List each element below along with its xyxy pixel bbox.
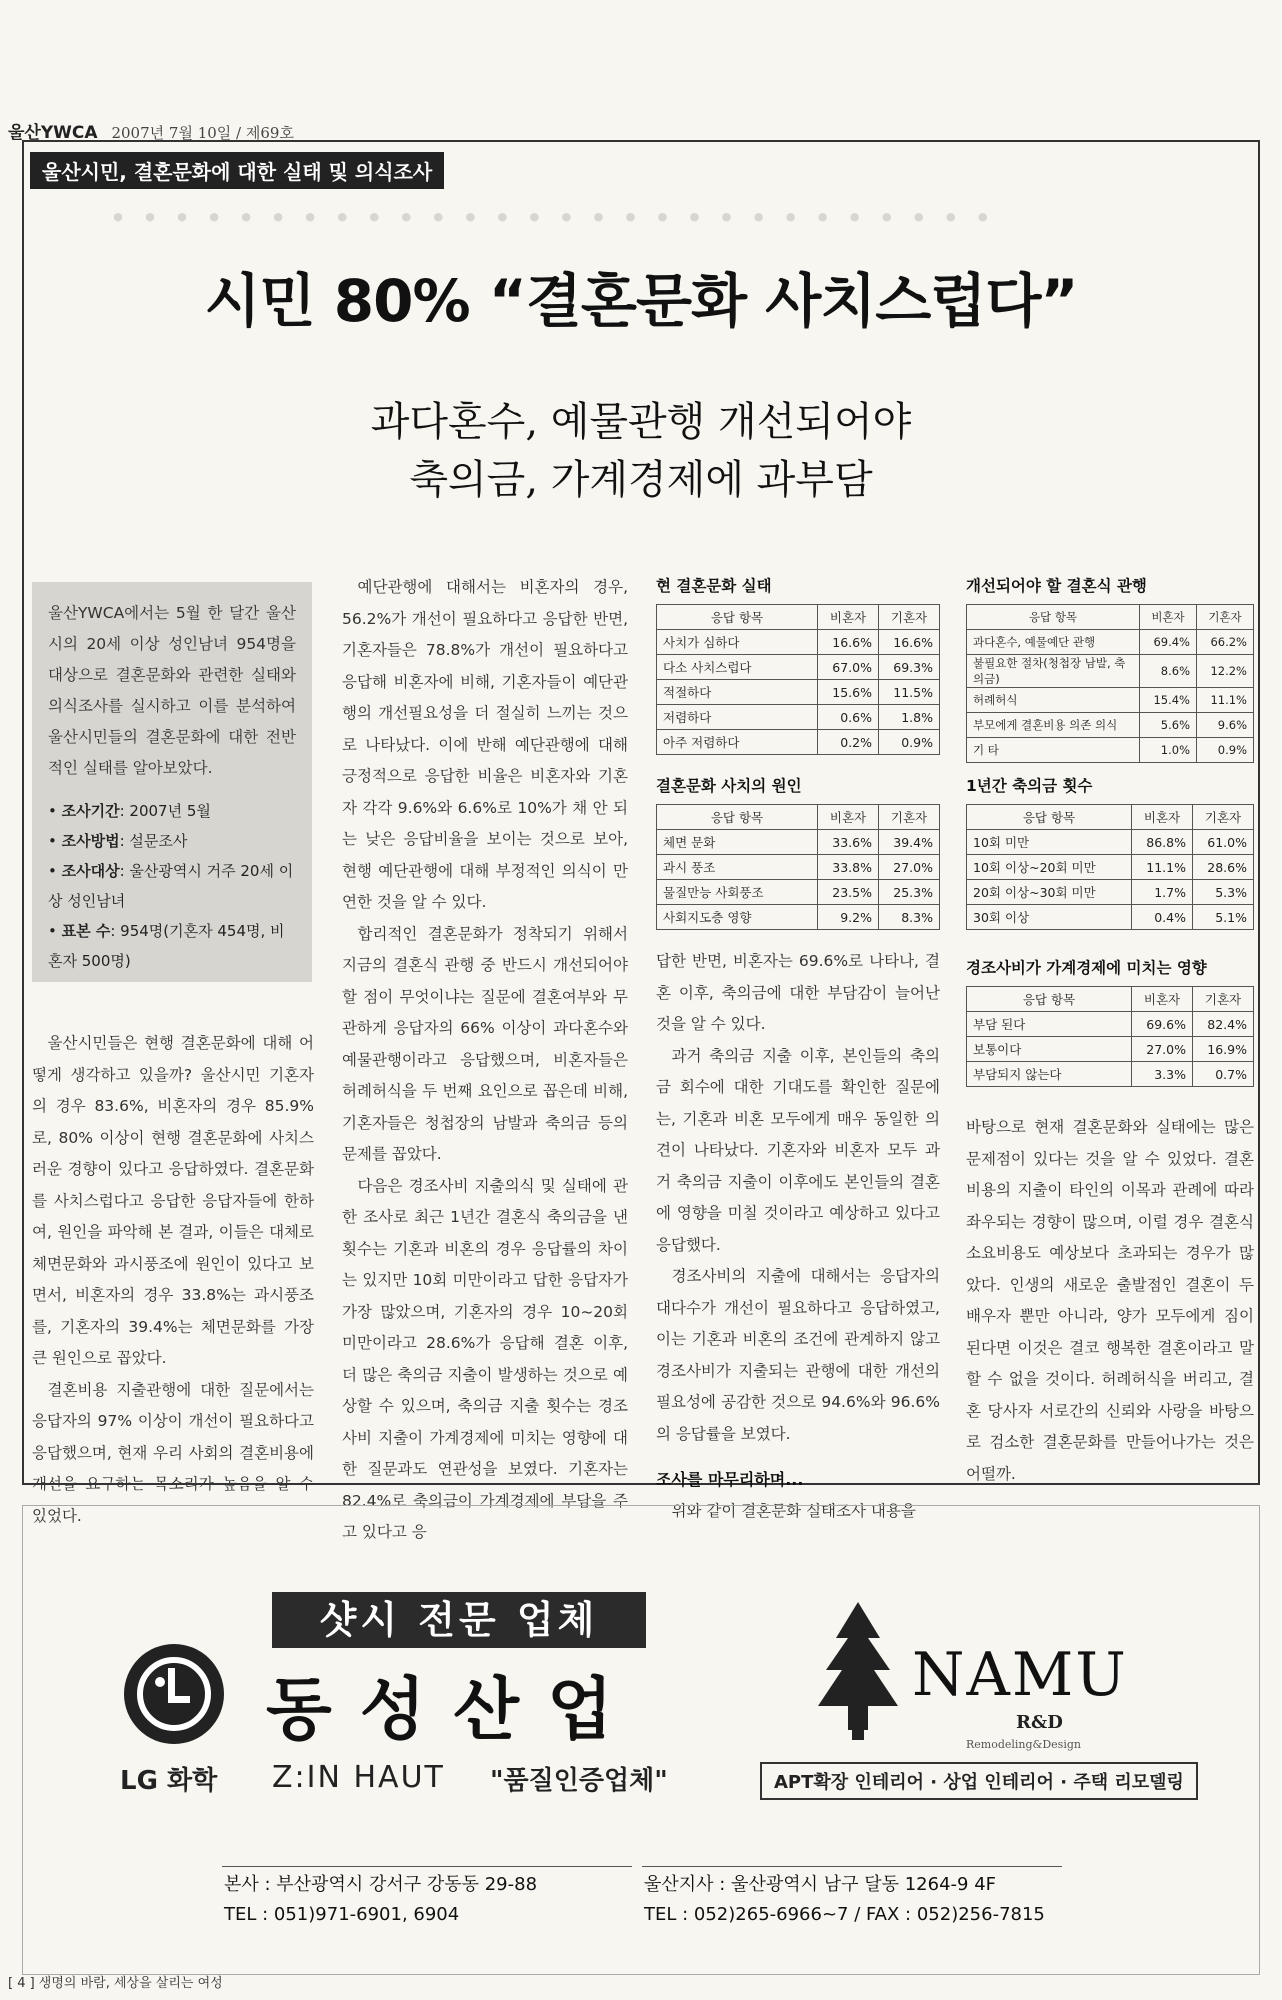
data-table: 응답 항목 비혼자 기혼자 부담 된다 69.6% 82.4% 보통이다 27.0% 16.9% 부담되지 않는다 3.3% 0.7% bbox=[966, 986, 1254, 1087]
article-column-1 bbox=[32, 1028, 314, 1532]
survey-fact: • 표본 수: 954명(기혼자 454명, 비혼자 500명) bbox=[48, 922, 285, 970]
data-table: 응답 항목 비혼자 기혼자 사치가 심하다 16.6% 16.6% 다소 사치스럽다 67.0% 69.3% 적절하다 15.6% 11.5% 저렴하다 0.6% 1.8% 아주 저렴하다 0.2% 0.9% bbox=[656, 604, 940, 755]
table-row: 다소 사치스럽다 67.0% 69.3% bbox=[657, 655, 940, 680]
table-block-practices-to-improve bbox=[966, 574, 1254, 763]
table-row: 부모에게 결혼비용 의존 의식 5.6% 9.6% bbox=[967, 713, 1254, 738]
masthead-issue: 2007년 7월 10일 / 제69호 bbox=[111, 124, 294, 142]
table-block-household-impact bbox=[966, 956, 1254, 1087]
namu-logo-text: NAMU bbox=[912, 1640, 1128, 1710]
paragraph: 답한 반면, 비혼자는 69.6%로 나타나, 결혼 이후, 축의금에 대한 부담감이 늘어난 것을 알 수 있다. bbox=[656, 952, 940, 1033]
article-column-3 bbox=[656, 946, 940, 1527]
page-footer: [ 4 ] 생명의 바람, 세상을 살리는 여성 bbox=[8, 1976, 223, 1991]
closing-heading: 조사를 마무리하며... bbox=[656, 1470, 804, 1489]
table-row: 불필요한 절차(청첩장 남발, 축의금) 8.6% 12.2% bbox=[967, 655, 1254, 688]
table-row: 사회지도층 영향 9.2% 8.3% bbox=[657, 905, 940, 930]
namu-rd-text: R&D bbox=[1016, 1712, 1063, 1733]
data-table: 응답 항목 비혼자 기혼자 체면 문화 33.6% 39.4% 과시 풍조 33.8% 27.0% 물질만능 사회풍조 23.5% 25.3% 사회지도층 영향 9.2% 8.3% bbox=[656, 804, 940, 930]
ad-banner: 샷시 전문 업체 bbox=[272, 1592, 646, 1648]
paragraph: 다음은 경조사비 지출의식 및 실태에 관한 조사로 최근 1년간 결혼식 축의금을 낸 횟수는 기혼과 비혼의 경우 응답률의 차이는 있지만 10회 미만이라고 답한 응답자가 가장 많았으며, 기혼자의 경우 10~20회 미만이라고 28.6%가 응답해 결혼 이후, 더 많은 축의금 지출이 발생하는 것으로 예상할 수 있으며, 축의금 지출 횟수는 경조사비 지출이 가계경제에 미치는 영향에 대한 질문과도 연관성을 보였다. 기혼자는 82.4%로 축의금이 가계경제에 부담을 주고 있다고 응 bbox=[342, 1176, 628, 1541]
paragraph: 합리적인 결혼문화가 정착되기 위해서 지금의 결혼식 관행 중 반드시 개선되어야 할 점이 무엇이냐는 질문에 결혼여부와 무관하게 응답자의 66% 이상이 과다혼수와 예물관행이라고 응답했으며, 비혼자들은 허례허식을 두 번째 요인으로 꼽은데 비해, 기혼자들은 청첩장의 남발과 축의금 등의 문제를 꼽았다. bbox=[342, 924, 628, 1163]
hq-contact bbox=[224, 1870, 537, 1930]
paragraph: 바탕으로 현재 결혼문화와 실태에는 많은 문제점이 있다는 것을 알 수 있었다. 결혼비용의 지출이 타인의 이목과 관례에 따라 좌우되는 경향이 많으며, 이럴 경우 결혼식 소요비용도 예상보다 초과되는 경우가 많았다. 인생의 새로운 출발점인 결혼이 두 배우자 뿐만 아니라, 양가 모두에게 짐이 된다면 이것은 결코 행복한 결혼이라고 말할 수 없을 것이다. 허례허식을 버리고, 결혼 당사자 서로간의 신뢰와 사랑을 바탕으로 검소한 결혼문화를 만들어나가는 것은 어떨까. bbox=[966, 1118, 1254, 1483]
paragraph: 경조사비의 지출에 대해서는 응답자의 대다수가 개선이 필요하다고 응답하였고, 이는 기혼과 비혼의 조건에 관계하지 않고 경조사비가 지출되는 관행에 대한 개선의 필요성에 공감한 것으로 94.6%와 96.6%의 응답률을 보였다. bbox=[656, 1267, 940, 1443]
subheadline-line-1: 과다혼수, 예물관행 개선되어야 bbox=[370, 399, 912, 445]
table-row: 부담되지 않는다 3.3% 0.7% bbox=[967, 1062, 1254, 1087]
address-divider bbox=[222, 1866, 632, 1867]
hq-tel: TEL : 051)971-6901, 6904 bbox=[224, 1904, 460, 1925]
masthead-brand: 울산YWCA bbox=[8, 123, 98, 143]
branch-contact bbox=[644, 1870, 1045, 1930]
survey-fact: • 조사방법: 설문조사 bbox=[48, 832, 188, 850]
subheadline-line-2: 축의금, 가계경제에 과부담 bbox=[409, 457, 873, 503]
table-block-causes bbox=[656, 774, 940, 930]
table-row: 아주 저렴하다 0.2% 0.9% bbox=[657, 730, 940, 755]
table-row: 과시 풍조 33.8% 27.0% bbox=[657, 855, 940, 880]
survey-overview-box bbox=[32, 582, 312, 982]
table-row: 보통이다 27.0% 16.9% bbox=[967, 1037, 1254, 1062]
survey-facts bbox=[48, 796, 296, 976]
table-block-current-state bbox=[656, 574, 940, 755]
article-column-4 bbox=[966, 1112, 1254, 1490]
address-divider bbox=[642, 1866, 1062, 1867]
paragraph: 결혼비용 지출관행에 대한 질문에서는 응답자의 97% 이상이 개선이 필요하다고 응답했으며, 현재 우리 사회의 결혼비용에 개선을 요구하는 목소리가 높음을 알 수 있었다. bbox=[32, 1380, 314, 1525]
table-title: 개선되어야 할 결혼식 관행 bbox=[966, 577, 1147, 595]
table-row: 20회 이상~30회 미만 1.7% 5.3% bbox=[967, 880, 1254, 905]
paragraph: 과거 축의금 지출 이후, 본인들의 축의금 회수에 대한 기대도를 확인한 질문에는, 기혼과 비혼 모두에게 매우 동일한 의견이 나타났다. 기혼자와 비혼자 모두 과거 축의금 지출이 이후에도 본인들의 결혼에 영향을 미칠 것이라고 예상하고 있다고 응답했다. bbox=[656, 1046, 940, 1254]
survey-intro: 울산YWCA에서는 5월 한 달간 울산시의 20세 이상 성인남녀 954명을 대상으로 결혼문화와 관련한 실태와 의식조사를 실시하고 이를 분석하여 울산시민들의 결혼문화에 대한 전반적인 실태를 알아보았다. bbox=[48, 604, 296, 777]
table-row: 사치가 심하다 16.6% 16.6% bbox=[657, 630, 940, 655]
table-row: 10회 이상~20회 미만 11.1% 28.6% bbox=[967, 855, 1254, 880]
tree-logo-icon bbox=[808, 1598, 908, 1746]
table-row: 저렴하다 0.6% 1.8% bbox=[657, 705, 940, 730]
paragraph: 예단관행에 대해서는 비혼자의 경우, 56.2%가 개선이 필요하다고 응답한 반면, 기혼자들은 78.8%가 개선이 필요하다고 응답해 비혼자에 비해, 기혼자들이 예단관행의 개선필요성을 더 절실히 느끼는 것으로 나타났다. 이에 반해 예단관행에 대해 긍정적으로 응답한 비율은 비혼자와 기혼자 각각 9.6%와 6.6%로 10%가 채 안 되는 낮은 응답비율을 보이는 것으로 보아, 현행 예단관행에 대해 부정적인 의식이 만연한 것을 알 수 있다. bbox=[342, 578, 628, 911]
branch-tel: TEL : 052)265-6966~7 / FAX : 052)256-7815 bbox=[644, 1904, 1045, 1925]
survey-fact: • 조사대상: 울산광역시 거주 20세 이상 성인남녀 bbox=[48, 862, 294, 910]
table-title: 1년간 축의금 횟수 bbox=[966, 777, 1093, 795]
hq-address: 본사 : 부산광역시 강서구 강동동 29-88 bbox=[224, 1874, 538, 1895]
table-row: 30회 이상 0.4% 5.1% bbox=[967, 905, 1254, 930]
table-row: 체면 문화 33.6% 39.4% bbox=[657, 830, 940, 855]
lg-chem-label: LG 화학 bbox=[120, 1766, 218, 1796]
section-tag: 울산시민, 결혼문화에 대한 실태 및 의식조사 bbox=[30, 152, 444, 189]
show-through-decoration: · · · · · · · · · · · · · · · · · · · · · · · · · · · · bbox=[110, 190, 991, 244]
ad-company-name: 동성산업 bbox=[266, 1671, 641, 1750]
table-row: 허례허식 15.4% 11.1% bbox=[967, 688, 1254, 713]
paragraph: 위와 같이 결혼문화 실태조사 내용을 bbox=[671, 1501, 916, 1520]
table-row: 적절하다 15.6% 11.5% bbox=[657, 680, 940, 705]
table-title: 경조사비가 가계경제에 미치는 영향 bbox=[966, 959, 1207, 977]
table-row: 10회 미만 86.8% 61.0% bbox=[967, 830, 1254, 855]
zin-haut-brand: Z:IN HAUT bbox=[272, 1760, 445, 1795]
table-row: 물질만능 사회풍조 23.5% 25.3% bbox=[657, 880, 940, 905]
survey-fact: • 조사기간: 2007년 5월 bbox=[48, 802, 211, 820]
namu-services: APT확장 인테리어 · 상업 인테리어 · 주택 리모델링 bbox=[760, 1762, 1198, 1800]
branch-address: 울산지사 : 울산광역시 남구 달동 1264-9 4F bbox=[644, 1874, 996, 1895]
paragraph: 울산시민들은 현행 결혼문화에 대해 어떻게 생각하고 있을까? 울산시민 기혼자의 경우 83.6%, 비혼자의 경우 85.9%로, 80% 이상이 현행 결혼문화에 사치스러운 경향이 있다고 응답하였다. 결혼문화를 사치스럽다고 응답한 응답자들에 한하여, 원인을 파악해 본 결과, 이들은 대체로 체면문화와 과시풍조에 원인이 있다고 보면서, 비혼자의 경우 33.8%는 과시풍조를, 기혼자의 39.4%는 체면문화를 가장 큰 원인으로 꼽았다. bbox=[32, 1034, 314, 1367]
lg-logo-icon bbox=[120, 1640, 228, 1748]
headline: 시민 80% “결혼문화 사치스럽다” bbox=[204, 267, 1078, 335]
namu-tagline: Remodeling&Design bbox=[966, 1738, 1081, 1751]
quality-certified-label: "품질인증업체" bbox=[490, 1766, 668, 1796]
table-block-gift-frequency bbox=[966, 774, 1254, 930]
data-table: 응답 항목 비혼자 기혼자 과다혼수, 예물예단 관행 69.4% 66.2% 불필요한 절차(청첩장 남발, 축의금) 8.6% 12.2% 허례허식 15.4% 11.1% 부모에게 결혼비용 의존 의식 5.6% 9.6% 기 타 1.0% 0.9% bbox=[966, 604, 1254, 763]
table-row: 과다혼수, 예물예단 관행 69.4% 66.2% bbox=[967, 630, 1254, 655]
table-row: 부담 된다 69.6% 82.4% bbox=[967, 1012, 1254, 1037]
article-column-2 bbox=[342, 572, 628, 1549]
table-row: 기 타 1.0% 0.9% bbox=[967, 738, 1254, 763]
data-table: 응답 항목 비혼자 기혼자 10회 미만 86.8% 61.0% 10회 이상~20회 미만 11.1% 28.6% 20회 이상~30회 미만 1.7% 5.3% 30회 이상 0.4% 5.1% bbox=[966, 804, 1254, 930]
table-title: 현 결혼문화 실태 bbox=[656, 577, 772, 595]
table-title: 결혼문화 사치의 원인 bbox=[656, 777, 802, 795]
